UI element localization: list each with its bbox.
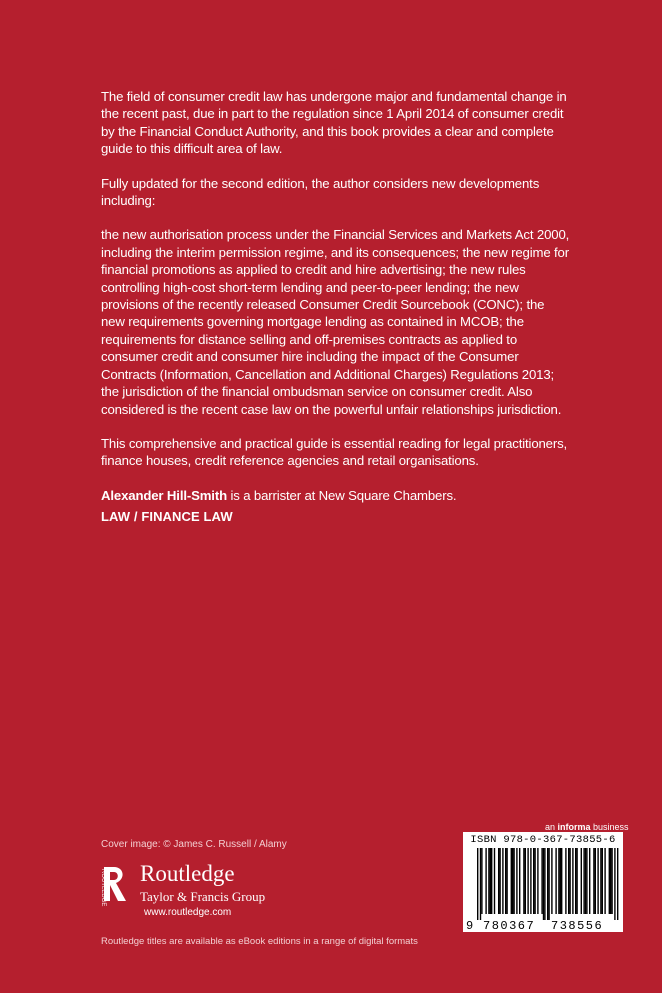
barcode-bar: [589, 848, 590, 914]
routledge-logo: [100, 859, 300, 919]
barcode-bar: [512, 848, 513, 914]
barcode-bar: [569, 848, 570, 914]
barcode-bar: [537, 848, 538, 914]
isbn-barcode: [463, 832, 623, 932]
barcode-bar: [602, 848, 603, 914]
barcode-bar: [491, 848, 492, 914]
cover-image-credit: Cover image: © James C. Russell / Alamy: [101, 839, 287, 850]
barcode-bar: [604, 848, 605, 914]
isbn-label: ISBN 978-0-367-73855-6: [470, 834, 616, 846]
routledge-r-mark-icon: [100, 859, 132, 909]
barcode-bar: [555, 848, 556, 914]
barcode-bar: [481, 848, 482, 914]
barcode-bar: [576, 848, 577, 914]
barcode-bar: [513, 848, 514, 914]
blurb-paragraph-3: the new authorisation process under the Financial Services and Markets Act 2000, including the interim permission regime, and its consequences; the new regime for financial promotions as applied to credit and hire advertising; the new rules controlling high-cost short-term lending and peer-to-peer lending; the new provisions of the recently released Consumer Credit Sourcebook (CONC); the new requirements governing mortgage lending as contained in MCOB; the requirements for distance selling and off-premises contracts as applied to consumer credit and consumer hire including the impact of the Consumer Contracts (Information, Cancellation and Additional Charges) Regulations 2013; the jurisdiction of the financial ombudsman service on consumer credit. Also considered is the recent case law on the powerful unfair relationships jurisdiction.: [101, 227, 570, 417]
barcode-bar: [558, 848, 559, 914]
barcode-bar: [581, 848, 582, 914]
barcode-bar: [498, 848, 499, 914]
barcode-bar: [544, 848, 545, 920]
blurb-paragraph-1: The field of consumer credit law has undergone major and fundamental change in the recent past, due in part to the regulation since 1 April 2014 of consumer credit by the Financial Conduct Authority, and this book provides a clear and complete guide to this difficult area of law.: [101, 89, 567, 157]
barcode-bar: [543, 848, 544, 920]
barcode-digit-first: 9: [466, 919, 474, 932]
author-bio: is a barrister at New Square Chambers.: [226, 487, 457, 503]
barcode-bar: [534, 848, 535, 914]
barcode-bar: [480, 848, 481, 920]
author-line: [101, 487, 571, 504]
barcode-digits-right: 738556: [551, 919, 604, 932]
barcode-bar: [533, 848, 534, 914]
barcode-bar: [511, 848, 512, 914]
blurb-paragraph-2: Fully updated for the second edition, the author considers new developments including:: [101, 175, 540, 209]
barcode-bar: [516, 848, 517, 914]
barcode-bar: [575, 848, 576, 914]
barcode-bar: [541, 848, 542, 914]
barcode-bar: [610, 848, 611, 914]
barcode-bar: [519, 848, 520, 914]
blurb-paragraph-4: This comprehensive and practical guide is essential reading for legal practitioners, finance houses, credit reference agencies and retail organisations.: [101, 435, 568, 469]
barcode-bar: [568, 848, 569, 914]
barcode-bar: [565, 848, 566, 914]
subject-category: LAW / FINANCE LAW: [101, 509, 233, 524]
barcode-bar: [490, 848, 491, 914]
informa-business-line: [545, 822, 629, 832]
barcode-bar: [494, 848, 495, 914]
informa-prefix: an: [545, 822, 558, 832]
barcode-bar: [617, 848, 618, 920]
ebook-note: Routledge titles are available as eBook editions in a range of digital formats: [101, 936, 418, 947]
barcode-bar: [609, 848, 610, 914]
barcode-bar: [530, 848, 531, 914]
barcode-bar: [547, 848, 548, 920]
barcode-bar: [583, 848, 584, 914]
barcode-bar: [586, 848, 587, 914]
informa-brand: informa: [557, 822, 591, 832]
barcode-bar: [597, 848, 598, 914]
barcode-bar: [485, 848, 486, 914]
back-cover-blurb: [101, 88, 571, 521]
barcode-bar: [614, 848, 615, 920]
author-name: Alexander Hill-Smith: [101, 487, 227, 503]
barcode-bar: [488, 848, 489, 914]
barcode-bar: [505, 848, 506, 914]
barcode-bar: [502, 848, 503, 914]
barcode-digits-left: 780367: [483, 919, 536, 932]
barcode-bars-icon: [463, 848, 623, 932]
barcode-bar: [611, 848, 612, 914]
barcode-bar: [527, 848, 528, 914]
barcode-bar: [477, 848, 478, 920]
barcode-bar: [499, 848, 500, 914]
barcode-bar: [595, 848, 596, 914]
barcode-bar: [551, 848, 552, 914]
barcode-bar: [548, 848, 549, 920]
publisher-group: Taylor & Francis Group: [140, 889, 266, 904]
barcode-bar: [506, 848, 507, 914]
barcode-bar: [525, 848, 526, 914]
barcode-bar: [585, 848, 586, 914]
publisher-url: www.routledge.com: [144, 907, 232, 918]
routledge-vertical-mark: ROUTLEDGE: [100, 869, 106, 907]
barcode-bar: [523, 848, 524, 914]
publisher-name: Routledge: [140, 861, 235, 886]
barcode-bar: [560, 848, 561, 914]
barcode-bar: [561, 848, 562, 914]
barcode-bar: [600, 848, 601, 914]
barcode-bar: [572, 848, 573, 914]
informa-suffix: business: [590, 822, 629, 832]
barcode-bar: [593, 848, 594, 914]
